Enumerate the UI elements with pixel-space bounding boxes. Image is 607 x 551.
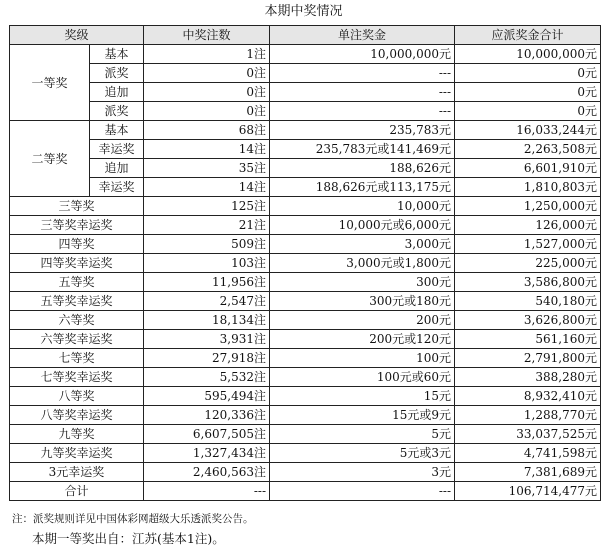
table-row [10, 311, 601, 330]
single-prize: --- [270, 64, 455, 83]
total-prize: 3,586,800元 [455, 273, 601, 292]
prize-level: 五等奖幸运奖 [10, 292, 144, 311]
total-prize: 1,250,000元 [455, 197, 601, 216]
prize-level: 九等奖幸运奖 [10, 444, 144, 463]
prize-level: 七等奖 [10, 349, 144, 368]
single-prize: 100元或60元 [270, 368, 455, 387]
single-prize: 188,626元或113,175元 [270, 178, 455, 197]
single-prize: 15元或9元 [270, 406, 455, 425]
single-prize: 10,000元 [270, 197, 455, 216]
prize-level: 三等奖 [10, 197, 144, 216]
total-prize: 126,000元 [455, 216, 601, 235]
total-prize: 3,626,800元 [455, 311, 601, 330]
prize-sublevel: 幸运奖 [90, 178, 144, 197]
winner-count: 18,134注 [144, 311, 270, 330]
total-prize: 0元 [455, 83, 601, 102]
winner-count: 6,607,505注 [144, 425, 270, 444]
total-prize: 33,037,525元 [455, 425, 601, 444]
prize-level: 八等奖 [10, 387, 144, 406]
single-prize: 235,783元 [270, 121, 455, 140]
winner-count: 0注 [144, 102, 270, 121]
table-row [10, 102, 601, 121]
prize-level: 3元幸运奖 [10, 463, 144, 482]
single-prize: 300元 [270, 273, 455, 292]
prize-level: 四等奖幸运奖 [10, 254, 144, 273]
table-row [10, 368, 601, 387]
winner-count: 11,956注 [144, 273, 270, 292]
prize-level: 一等奖 [10, 45, 90, 121]
winner-count: 27,918注 [144, 349, 270, 368]
single-prize: 5元或3元 [270, 444, 455, 463]
single-prize: 10,000元或6,000元 [270, 216, 455, 235]
single-prize: 15元 [270, 387, 455, 406]
winner-count: 14注 [144, 140, 270, 159]
single-prize: --- [270, 102, 455, 121]
prize-sublevel: 派奖 [90, 102, 144, 121]
single-prize: 200元 [270, 311, 455, 330]
single-prize: 200元或120元 [270, 330, 455, 349]
total-prize: 388,280元 [455, 368, 601, 387]
winner-count: 5,532注 [144, 368, 270, 387]
winner-count: 595,494注 [144, 387, 270, 406]
table-row [10, 444, 601, 463]
total-prize: 1,810,803元 [455, 178, 601, 197]
single-prize: 10,000,000元 [270, 45, 455, 64]
prize-level: 二等奖 [10, 121, 90, 197]
table-row [10, 254, 601, 273]
table-row [10, 45, 601, 64]
footnote: 注：派奖规则详见中国体彩网超级大乐透派奖公告。 [12, 513, 254, 525]
prize-sublevel: 派奖 [90, 64, 144, 83]
winner-count: 68注 [144, 121, 270, 140]
prize-level: 六等奖 [10, 311, 144, 330]
winner-count: 2,547注 [144, 292, 270, 311]
table-row [10, 330, 601, 349]
header-prize: 单注奖金 [270, 26, 455, 45]
winner-count: 1,327,434注 [144, 444, 270, 463]
prize-sublevel: 幸运奖 [90, 140, 144, 159]
total-prize: 540,180元 [455, 292, 601, 311]
total-prize: 0元 [455, 102, 601, 121]
winner-count: 120,336注 [144, 406, 270, 425]
summary-row [10, 482, 601, 501]
total-prize: 4,741,598元 [455, 444, 601, 463]
single-prize: 235,783元或141,469元 [270, 140, 455, 159]
table-row [10, 83, 601, 102]
source-note: 本期一等奖出自：江苏(基本1注)。 [32, 531, 225, 546]
winner-count: 14注 [144, 178, 270, 197]
prize-level: 四等奖 [10, 235, 144, 254]
prize-sublevel: 基本 [90, 45, 144, 64]
summary-prize: --- [270, 482, 455, 501]
total-prize: 7,381,689元 [455, 463, 601, 482]
total-prize: 16,033,244元 [455, 121, 601, 140]
total-prize: 6,601,910元 [455, 159, 601, 178]
single-prize: 3元 [270, 463, 455, 482]
table-row [10, 140, 601, 159]
prize-level: 五等奖 [10, 273, 144, 292]
table-row [10, 349, 601, 368]
total-prize: 2,263,508元 [455, 140, 601, 159]
header-level: 奖级 [10, 26, 144, 45]
table-row [10, 235, 601, 254]
table-row [10, 387, 601, 406]
table-row [10, 178, 601, 197]
single-prize: 5元 [270, 425, 455, 444]
total-prize: 561,160元 [455, 330, 601, 349]
total-prize: 0元 [455, 64, 601, 83]
winner-count: 1注 [144, 45, 270, 64]
single-prize: 100元 [270, 349, 455, 368]
total-prize: 2,791,800元 [455, 349, 601, 368]
page-title: 本期中奖情况 [264, 4, 343, 19]
total-prize: 10,000,000元 [455, 45, 601, 64]
winner-count: 509注 [144, 235, 270, 254]
prize-sublevel: 基本 [90, 121, 144, 140]
table-row [10, 463, 601, 482]
winner-count: 0注 [144, 83, 270, 102]
winner-count: 2,460,563注 [144, 463, 270, 482]
prize-sublevel: 追加 [90, 83, 144, 102]
winner-count: 125注 [144, 197, 270, 216]
prize-level: 六等奖幸运奖 [10, 330, 144, 349]
winner-count: 21注 [144, 216, 270, 235]
winner-count: 0注 [144, 64, 270, 83]
table-row [10, 406, 601, 425]
single-prize: 188,626元 [270, 159, 455, 178]
header-count: 中奖注数 [144, 26, 270, 45]
table-body [10, 45, 601, 501]
winner-count: 35注 [144, 159, 270, 178]
single-prize: --- [270, 83, 455, 102]
summary-label: 合计 [10, 482, 144, 501]
table-row [10, 64, 601, 83]
table-row [10, 425, 601, 444]
prize-level: 八等奖幸运奖 [10, 406, 144, 425]
winner-count: 103注 [144, 254, 270, 273]
table-row [10, 197, 601, 216]
summary-total: 106,714,477元 [455, 482, 601, 501]
prize-table [9, 25, 601, 501]
winner-count: 3,931注 [144, 330, 270, 349]
total-prize: 1,288,770元 [455, 406, 601, 425]
table-row [10, 216, 601, 235]
single-prize: 3,000元或1,800元 [270, 254, 455, 273]
total-prize: 8,932,410元 [455, 387, 601, 406]
total-prize: 225,000元 [455, 254, 601, 273]
prize-level: 九等奖 [10, 425, 144, 444]
single-prize: 300元或180元 [270, 292, 455, 311]
table-header-row [10, 26, 601, 45]
single-prize: 3,000元 [270, 235, 455, 254]
header-total: 应派奖金合计 [455, 26, 601, 45]
prize-sublevel: 追加 [90, 159, 144, 178]
table-row [10, 273, 601, 292]
total-prize: 1,527,000元 [455, 235, 601, 254]
prize-level: 七等奖幸运奖 [10, 368, 144, 387]
table-row [10, 292, 601, 311]
table-row [10, 121, 601, 140]
prize-level: 三等奖幸运奖 [10, 216, 144, 235]
summary-count: --- [144, 482, 270, 501]
table-row [10, 159, 601, 178]
